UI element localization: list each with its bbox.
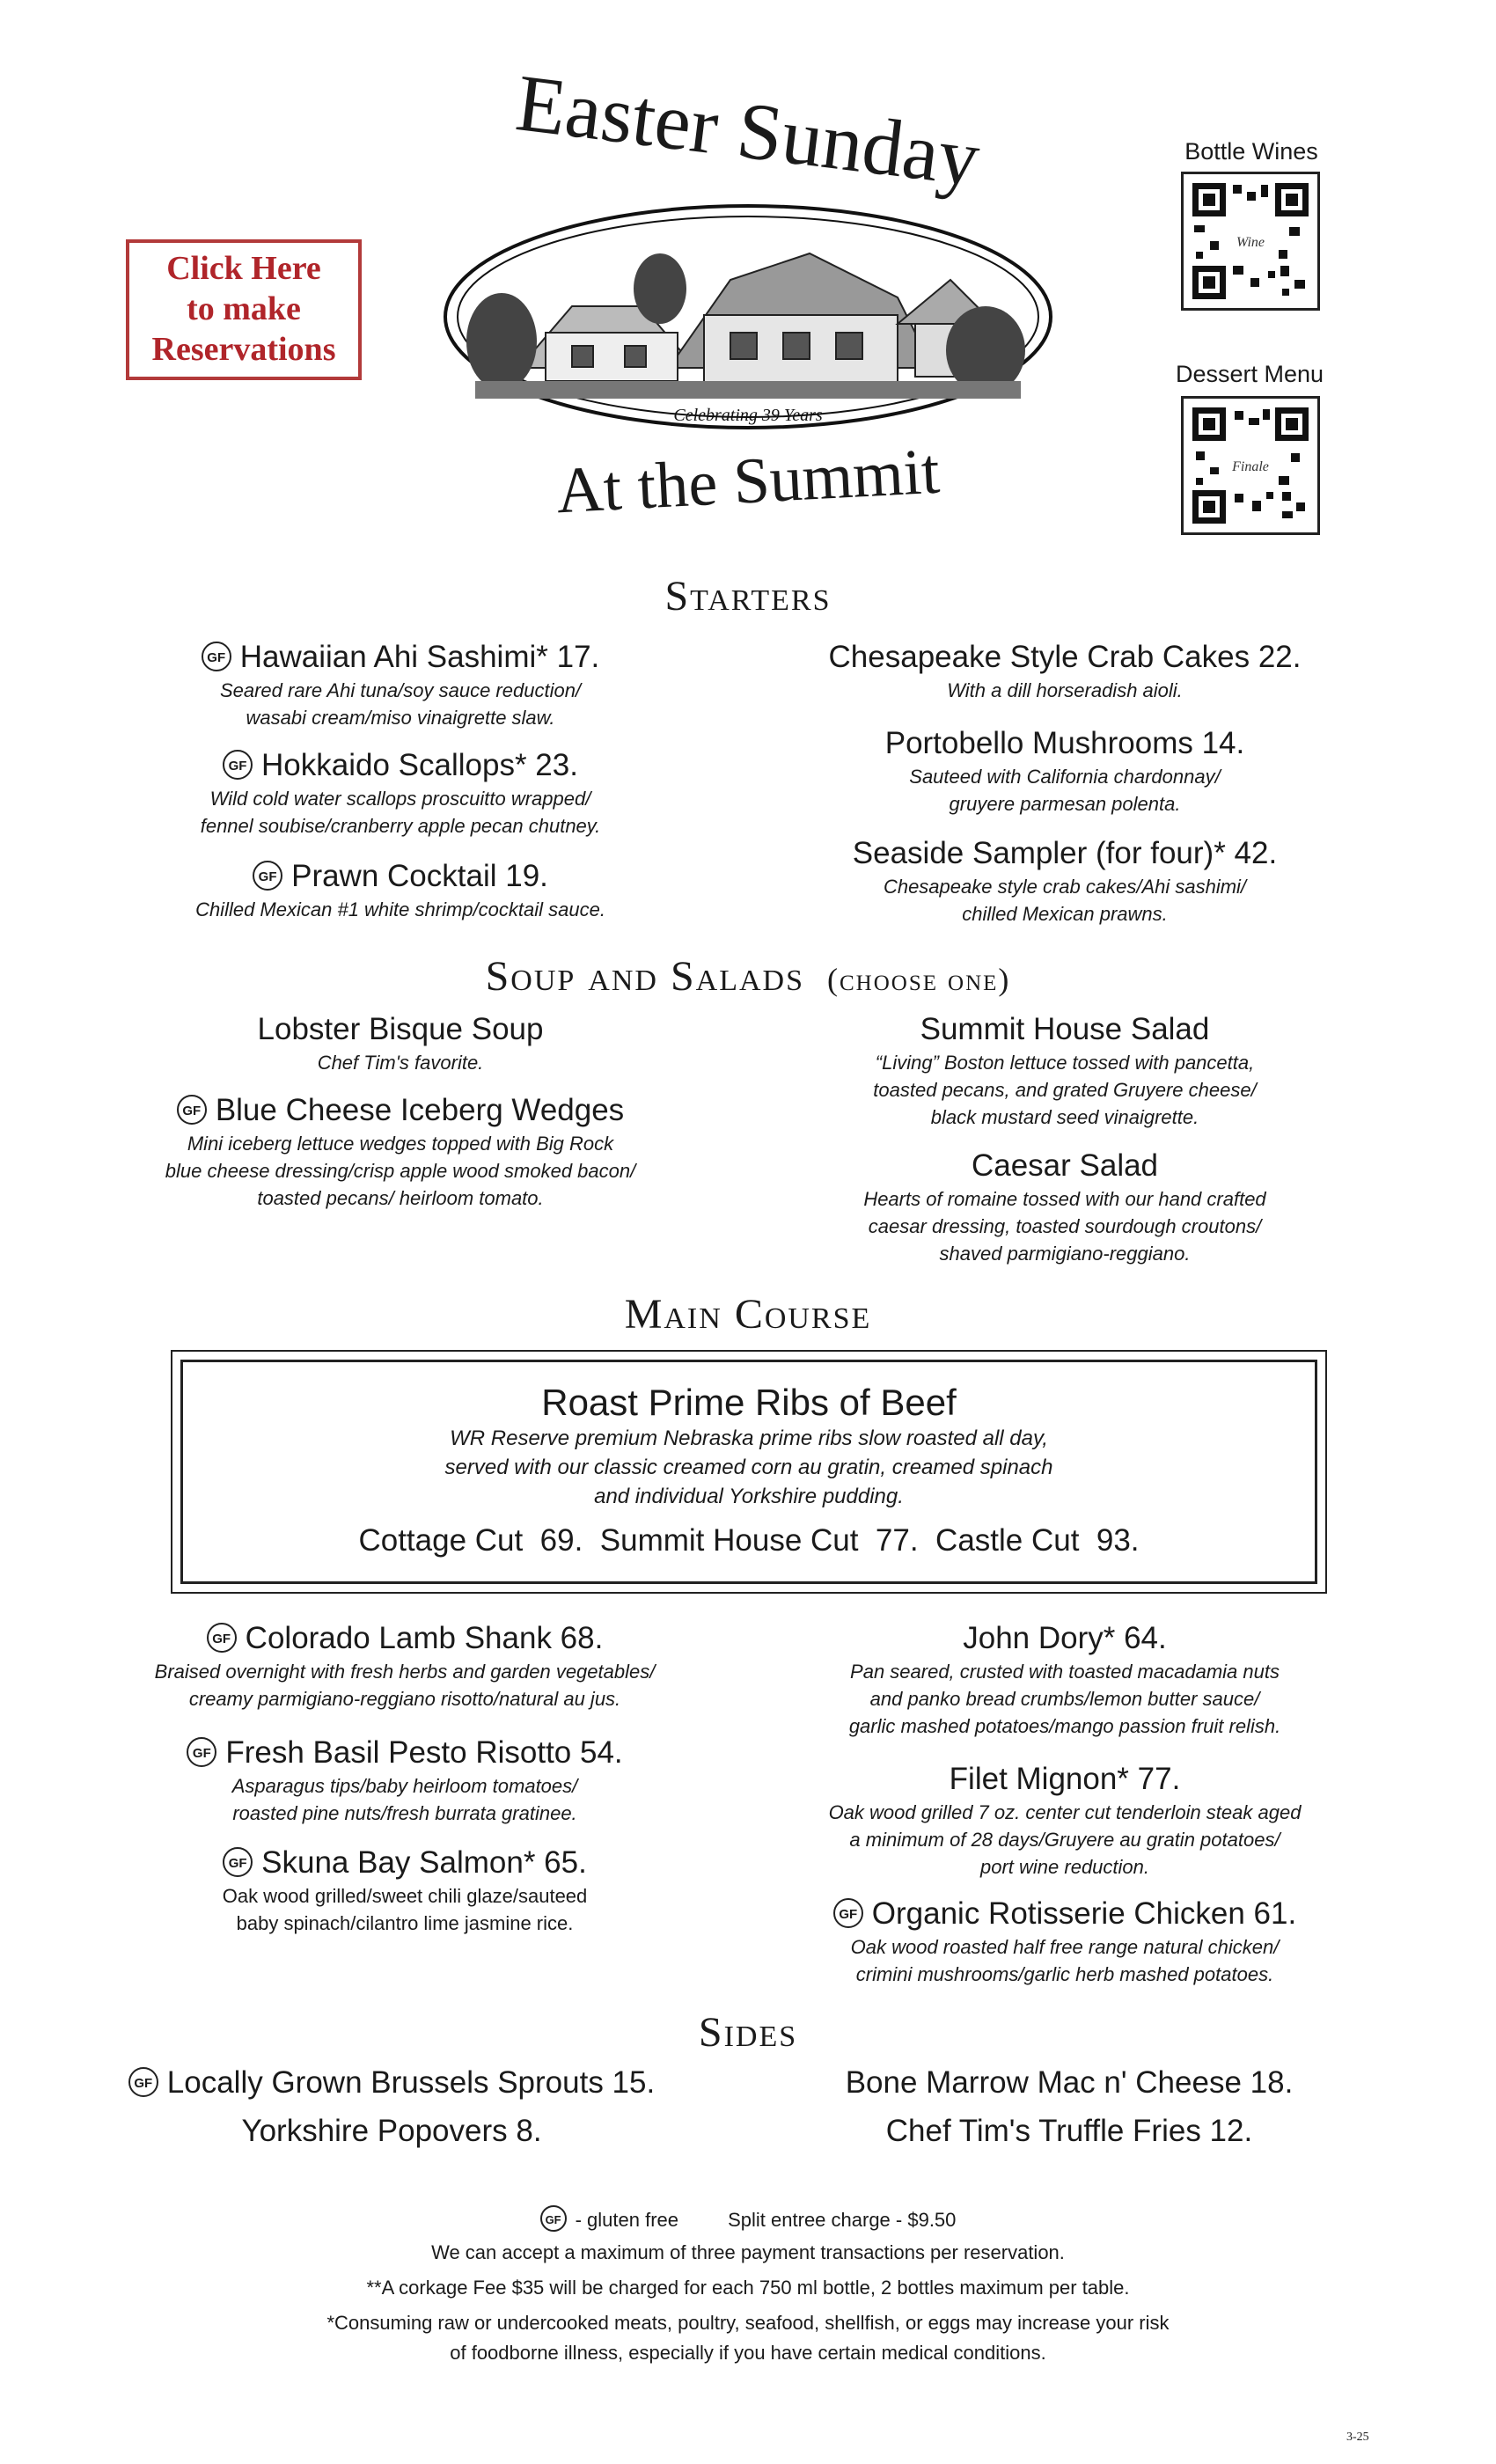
item-name: Blue Cheese Iceberg Wedges (215, 1093, 625, 1127)
menu-item-brussels-sprouts (106, 2064, 678, 2102)
menu-item-yorkshire-popovers (106, 2112, 678, 2151)
qr-dessert-label: Dessert Menu (1175, 361, 1324, 387)
item-desc-line: gruyere parmesan polenta. (949, 793, 1181, 815)
item-desc-line: Braised overnight with fresh herbs and garden vegetables/ (154, 1661, 656, 1683)
title-easter-sunday: Easter Sunday (511, 57, 985, 203)
item-desc-line: port wine reduction. (980, 1856, 1149, 1878)
item-name: John Dory* 64. (963, 1621, 1167, 1655)
menu-item-blue-cheese-wedges (145, 1091, 656, 1212)
reservation-line-2[interactable]: to make (187, 290, 301, 327)
item-desc-line: Chilled Mexican #1 white shrimp/cocktail sauce. (195, 898, 605, 920)
item-name: Lobster Bisque Soup (257, 1012, 544, 1046)
menu-item-crab-cakes (810, 638, 1320, 704)
gf-icon: GF (540, 2205, 567, 2232)
item-desc-line: a minimum of 28 days/Gruyere au gratin potatoes/ (849, 1829, 1280, 1851)
item-desc-line: toasted pecans, and grated Gruyere cheese/ (873, 1079, 1257, 1101)
item-name: Prawn Cocktail 19. (291, 859, 548, 893)
item-desc-line: Hearts of romaine tossed with our hand crafted (863, 1188, 1266, 1210)
footer-note-line: We can accept a maximum of three payment transactions per reservation. (431, 2241, 1065, 2263)
menu-item-truffle-fries (792, 2112, 1346, 2151)
item-desc-line: chilled Mexican prawns. (962, 903, 1168, 925)
qr-wines-code: Wine (1236, 235, 1265, 250)
section-title-soup-salads (0, 952, 1496, 1001)
item-desc-line: Sauteed with California chardonnay/ (909, 766, 1221, 788)
footer-note-line: of foodborne illness, especially if you have certain medical conditions. (450, 2342, 1046, 2364)
item-desc-line: Pan seared, crusted with toasted macadamia nuts (850, 1661, 1280, 1683)
item-desc-line: Chef Tim's favorite. (317, 1052, 484, 1074)
footer-legend-row (0, 2205, 1496, 2235)
section-title-starters: Starters (664, 573, 832, 620)
menu-item-seaside-sampler (810, 834, 1320, 928)
gf-icon: GF (128, 2067, 158, 2097)
item-desc-line: roasted pine nuts/fresh burrata gratinee. (232, 1802, 577, 1824)
qr-wines-label: Bottle Wines (1184, 138, 1318, 165)
section-subtitle: (choose one) (827, 962, 1011, 997)
item-name: Filet Mignon* 77. (949, 1762, 1181, 1796)
item-desc-line: Wild cold water scallops proscuitto wrapped/ (209, 788, 591, 810)
reservation-line-3[interactable]: Reservations (151, 331, 336, 368)
item-desc-line: With a dill horseradish aioli. (947, 679, 1183, 701)
gf-icon: GF (223, 1847, 253, 1877)
item-desc-line: “Living” Boston lettuce tossed with pancetta, (875, 1052, 1255, 1074)
item-name: Seaside Sampler (for four)* 42. (852, 836, 1278, 870)
section-title-main-course: Main Course (624, 1291, 872, 1338)
item-desc-line: Asparagus tips/baby heirloom tomatoes/ (231, 1775, 578, 1797)
item-name: Caesar Salad (971, 1148, 1159, 1183)
item-desc-line: Chesapeake style crab cakes/Ahi sashimi/ (883, 876, 1247, 898)
footer-note-line: **A corkage Fee $35 will be charged for each 750 ml bottle, 2 bottles maximum per table. (366, 2277, 1130, 2299)
item-name: Hokkaido Scallops* 23. (261, 748, 578, 782)
menu-item-lobster-bisque (145, 1010, 656, 1076)
qr-code-dessert[interactable] (1181, 396, 1320, 535)
item-desc-line: fennel soubise/cranberry apple pecan chutney. (200, 815, 601, 837)
item-desc-line: blue cheese dressing/crisp apple wood smoked bacon/ (165, 1160, 636, 1182)
item-desc-line: crimini mushrooms/garlic herb mashed potatoes. (855, 1963, 1274, 1985)
item-desc-line: wasabi cream/miso vinaigrette slaw. (246, 707, 555, 729)
item-name: Yorkshire Popovers 8. (241, 2114, 542, 2148)
item-desc-line: Oak wood roasted half free range natural chicken/ (850, 1936, 1280, 1958)
prime-rib-cuts: Cottage Cut 69. Summit House Cut 77. Castle Cut 93. (358, 1523, 1140, 1558)
prime-rib-desc-line: and individual Yorkshire pudding. (594, 1485, 904, 1508)
gf-icon: GF (202, 642, 231, 671)
menu-item-summit-house-salad (810, 1010, 1320, 1131)
menu-item-caesar-salad (810, 1147, 1320, 1267)
gf-icon: GF (223, 750, 253, 780)
emblem-caption: Celebrating 39 Years (673, 406, 823, 425)
qr-code-wines[interactable] (1181, 172, 1320, 311)
item-desc-line: shaved parmigiano-reggiano. (939, 1243, 1191, 1265)
item-desc-line: Mini iceberg lettuce wedges topped with Big Rock (187, 1133, 614, 1155)
prime-rib-desc-line: served with our classic creamed corn au gratin, creamed spinach (444, 1456, 1053, 1479)
item-name: Bone Marrow Mac n' Cheese 18. (845, 2065, 1294, 2100)
reservations-button[interactable] (126, 239, 362, 380)
featured-prime-rib-box (180, 1360, 1317, 1584)
item-name: Portobello Mushrooms 14. (884, 726, 1245, 760)
item-desc-line: garlic mashed potatoes/mango passion fruit relish. (848, 1715, 1281, 1737)
qr-dessert-code: Finale (1232, 459, 1269, 474)
gf-icon: GF (253, 861, 282, 891)
reservation-line-1[interactable]: Click Here (166, 250, 321, 287)
item-desc-line: Oak wood grilled/sweet chili glaze/sauteed (222, 1885, 588, 1907)
gf-legend: - gluten free (575, 2209, 678, 2231)
item-desc-line: baby spinach/cilantro lime jasmine rice. (236, 1912, 574, 1934)
item-name: Hawaiian Ahi Sashimi* 17. (239, 640, 600, 674)
item-desc-line: caesar dressing, toasted sourdough croutons/ (868, 1215, 1262, 1237)
restaurant-emblem-illustration (440, 201, 1056, 434)
menu-item-skuna-bay-salmon (132, 1844, 678, 1937)
section-title-sides: Sides (698, 2009, 798, 2056)
title-at-the-summit: At the Summit (554, 435, 942, 528)
item-name: Chef Tim's Truffle Fries 12. (885, 2114, 1253, 2148)
qr-pattern-icon (1184, 399, 1317, 532)
footer-note-line: *Consuming raw or undercooked meats, poultry, seafood, shellfish, or eggs may increase your risk (326, 2312, 1170, 2334)
item-desc-line: toasted pecans/ heirloom tomato. (257, 1187, 544, 1209)
page-code: 3-25 (1346, 2431, 1369, 2444)
menu-item-hokkaido-scallops (145, 746, 656, 840)
item-desc-line: Oak wood grilled 7 oz. center cut tenderloin steak aged (828, 1801, 1302, 1823)
qr-pattern-icon (1184, 174, 1317, 308)
item-name: Colorado Lamb Shank 68. (245, 1621, 604, 1655)
split-charge: Split entree charge - $9.50 (728, 2209, 957, 2231)
prime-rib-name: Roast Prime Ribs of Beef (541, 1382, 957, 1423)
item-desc-line: Seared rare Ahi tuna/soy sauce reduction/ (219, 679, 582, 701)
gf-icon: GF (187, 1737, 216, 1767)
item-name: Fresh Basil Pesto Risotto 54. (225, 1735, 623, 1770)
item-name: Chesapeake Style Crab Cakes 22. (828, 640, 1302, 674)
menu-item-john-dory (801, 1619, 1329, 1740)
menu-item-prawn-cocktail (145, 857, 656, 923)
item-name: Skuna Bay Salmon* 65. (261, 1845, 587, 1880)
menu-item-pesto-risotto (132, 1734, 678, 1827)
menu-item-rotisserie-chicken (801, 1895, 1329, 1988)
menu-item-filet-mignon (801, 1760, 1329, 1881)
menu-item-mac-cheese (792, 2064, 1346, 2102)
item-desc-line: black mustard seed vinaigrette. (930, 1106, 1199, 1128)
item-name: Locally Grown Brussels Sprouts 15. (166, 2065, 656, 2100)
item-name: Organic Rotisserie Chicken 61. (871, 1896, 1297, 1931)
section-title-text: Soup and Salads (485, 953, 805, 1000)
menu-item-portobello-mushrooms (810, 724, 1320, 818)
item-desc-line: creamy parmigiano-reggiano risotto/natural au jus. (188, 1688, 621, 1710)
gf-icon: GF (833, 1898, 863, 1928)
menu-item-lamb-shank (132, 1619, 678, 1712)
gf-icon: GF (177, 1095, 207, 1125)
gf-icon: GF (207, 1623, 237, 1653)
prime-rib-desc-line: WR Reserve premium Nebraska prime ribs slow roasted all day, (450, 1426, 1048, 1450)
item-desc-line: and panko bread crumbs/lemon butter sauce/ (869, 1688, 1260, 1710)
menu-item-ahi-sashimi (145, 638, 656, 731)
item-name: Summit House Salad (920, 1012, 1210, 1046)
